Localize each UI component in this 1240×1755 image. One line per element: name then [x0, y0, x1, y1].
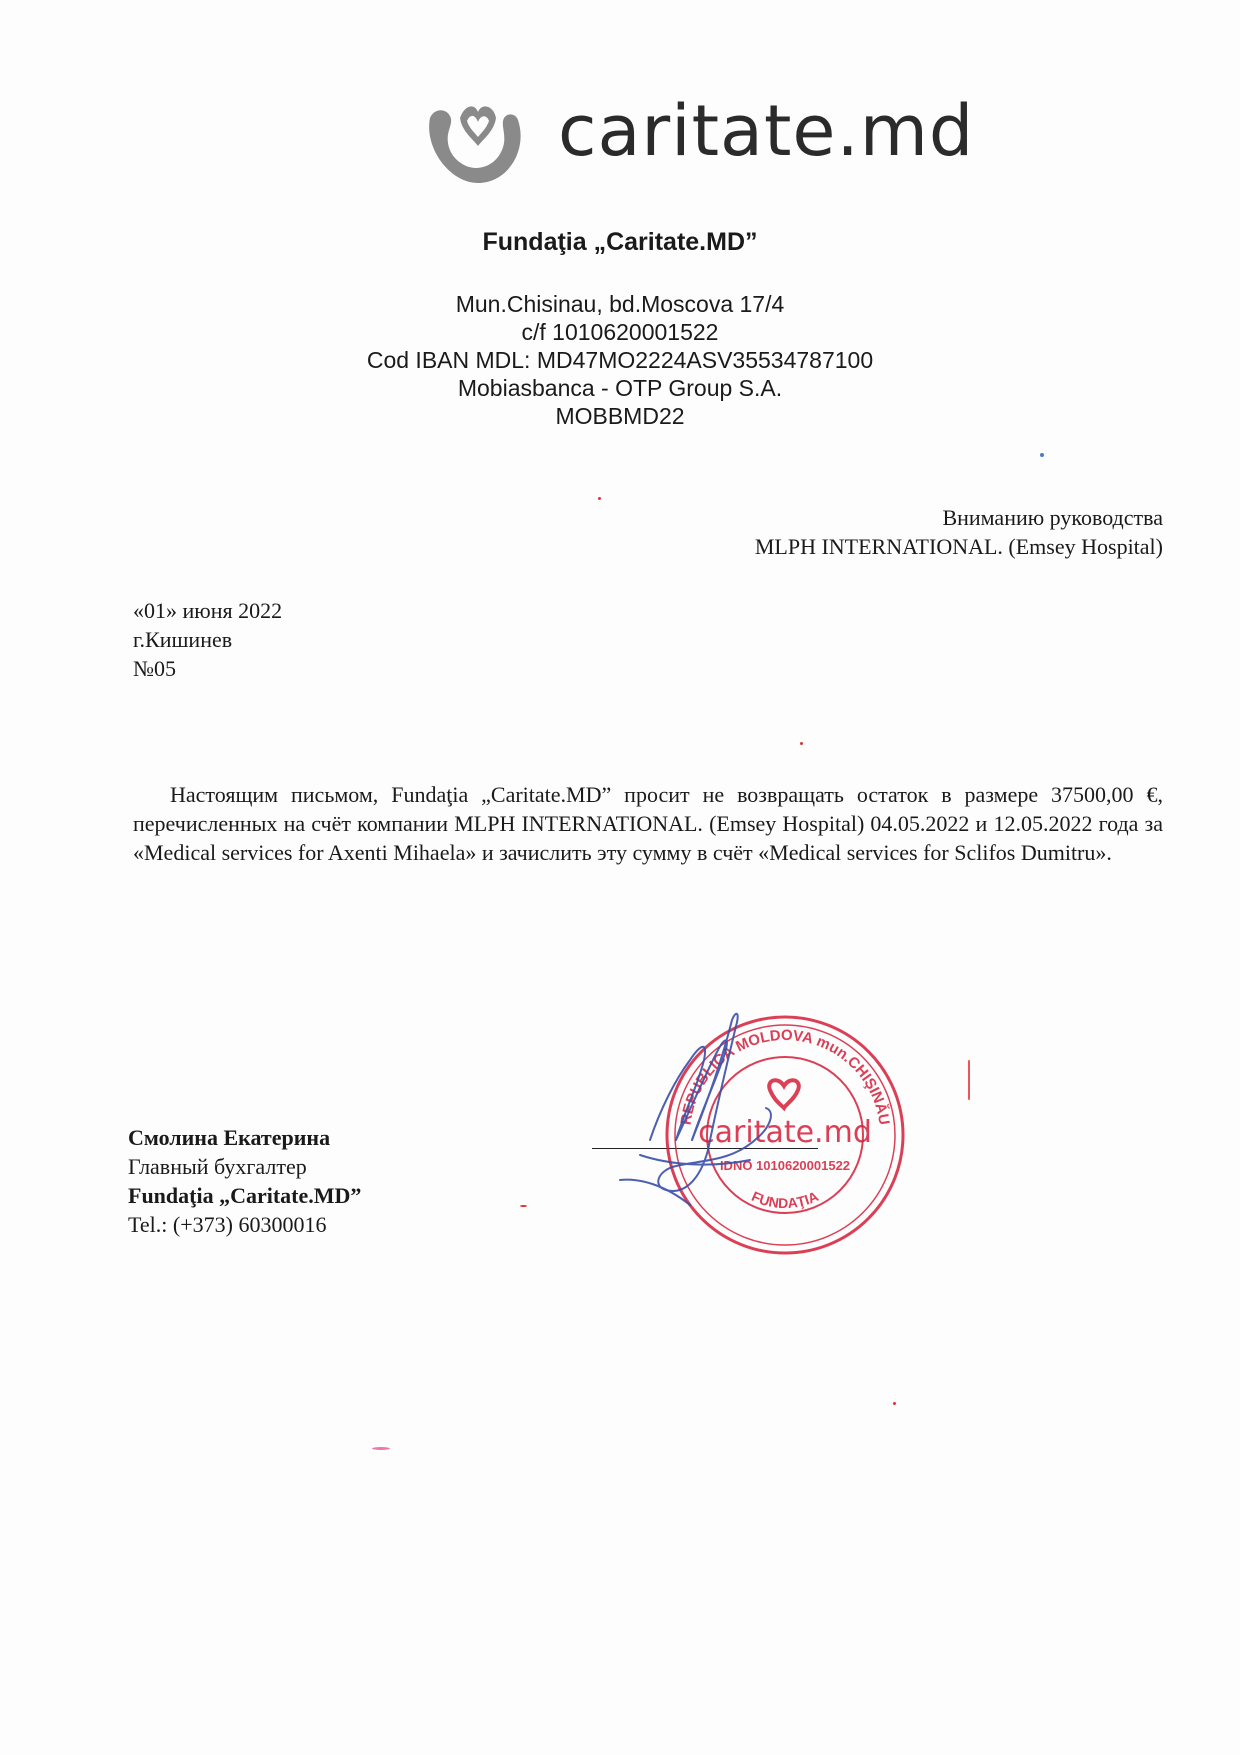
body-paragraph: Настоящим письмом, Fundaţia „Caritate.MD” просит не возвращать остаток в размере 37500,00 €, перечисленных на счёт компании MLPH INTERNATIONAL. (Emsey Hospital) 04.05.2022 и 12.05.2022 года за «Medical services for Axenti Mihaela» и зачислить эту сумму в счёт «Medical services for Sclifos Dumitru». [133, 782, 1163, 865]
recipient-attention: Вниманию руководства [942, 505, 1163, 530]
letter-date: «01» июня 2022 [133, 598, 283, 623]
stamp-ring-text: REPUBLICA MOLDOVA mun.CHIŞINĂU [677, 1026, 893, 1127]
ink-speck [968, 1060, 970, 1100]
ink-speck [800, 742, 803, 745]
letter-number: №05 [133, 656, 176, 681]
organization-title: Fundaţia „Caritate.MD” [482, 228, 758, 256]
letter-body [133, 780, 1163, 867]
signer-organization: Fundaţia „Caritate.MD” [128, 1183, 362, 1208]
bank-code: MOBBMD22 [555, 403, 685, 429]
ink-speck [520, 1205, 527, 1207]
signer-phone: Tel.: (+373) 60300016 [128, 1212, 327, 1237]
ink-speck [1040, 453, 1044, 457]
organization-address [0, 290, 1240, 430]
letter-meta [133, 596, 282, 683]
iban: Cod IBAN MDL: MD47MO2224ASV35534787100 [366, 347, 874, 373]
bank-name: Mobiasbanca - OTP Group S.A. [457, 375, 783, 401]
recipient-block [755, 503, 1163, 561]
logo-text: caritate.md [558, 90, 975, 172]
ink-speck [893, 1402, 896, 1405]
signer-position: Главный бухгалтер [128, 1154, 307, 1179]
stamp-idno: IDNO 1010620001522 [719, 1158, 851, 1173]
stamp-center-text: caritate.md [698, 1115, 872, 1150]
recipient-company: MLPH INTERNATIONAL. (Emsey Hospital) [754, 534, 1163, 559]
signer-block [128, 1123, 361, 1239]
handwritten-signature [580, 990, 820, 1230]
address-line: Mun.Chisinau, bd.Moscova 17/4 [455, 291, 785, 317]
ink-speck [598, 497, 601, 500]
signer-name: Смолина Екатерина [128, 1125, 331, 1150]
caritate-logo [420, 88, 975, 188]
fiscal-code: c/f 1010620001522 [521, 319, 719, 345]
stamp-bottom-text: FUNDAŢIA [749, 1187, 821, 1212]
ink-speck [372, 1447, 390, 1450]
heart-hands-icon [420, 88, 530, 188]
letter-city: г.Кишинев [133, 627, 233, 652]
